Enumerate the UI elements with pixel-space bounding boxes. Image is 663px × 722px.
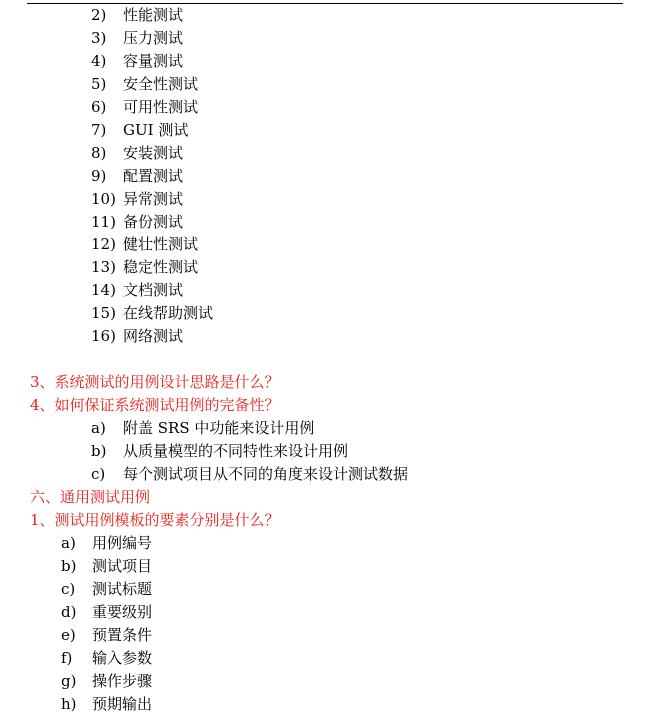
list-item (61, 648, 261, 668)
list-item (61, 694, 261, 714)
list-item (91, 212, 291, 232)
list-item-text: 性能测试 (123, 6, 184, 24)
list-item (91, 120, 291, 140)
list-item (91, 51, 291, 71)
list-item (61, 602, 261, 622)
list-item-text: 安装测试 (123, 144, 184, 162)
list-item-text: 测试项目 (92, 557, 153, 575)
list-item (91, 441, 491, 461)
list-item-number: 2) (91, 6, 107, 24)
list-item (91, 28, 291, 48)
question-heading: 3、系统测试的用例设计思路是什么？ (30, 373, 280, 391)
list-item-number: g) (61, 672, 77, 690)
list-item-text: 网络测试 (123, 327, 184, 345)
list-item (61, 625, 261, 645)
list-item (91, 418, 491, 438)
list-item-number: f) (61, 649, 73, 667)
list-item-text: 预置条件 (92, 626, 153, 644)
list-item (91, 464, 491, 484)
list-item-text: 健壮性测试 (123, 235, 199, 253)
list-item-text: 输入参数 (92, 649, 153, 667)
list-item-number: 12) (91, 235, 116, 253)
question-heading: 4、如何保证系统测试用例的完备性？ (30, 396, 280, 414)
list-item-text: 用例编号 (92, 534, 153, 552)
list-item (91, 143, 291, 163)
list-item-number: 10) (91, 190, 116, 208)
list-item-text: 容量测试 (123, 52, 184, 70)
list-item-text: 从质量模型的不同特性来设计用例 (123, 442, 349, 460)
list-item-number: 3) (91, 29, 107, 47)
list-item-text: 压力测试 (123, 29, 184, 47)
list-item (91, 257, 291, 277)
list-item-text: GUI 测试 (123, 121, 189, 139)
list-item-text: 备份测试 (123, 213, 184, 231)
list-item (61, 579, 261, 599)
list-item-text: 安全性测试 (123, 75, 199, 93)
list-item-number: e) (61, 626, 76, 644)
list-item (91, 74, 291, 94)
list-item (91, 189, 291, 209)
list-item (91, 326, 291, 346)
list-item (91, 166, 291, 186)
list-item-number: a) (61, 534, 76, 552)
list-item (91, 303, 291, 323)
list-item-number: b) (91, 442, 107, 460)
list-item (91, 97, 291, 117)
question-heading: 1、测试用例模板的要素分别是什么？ (30, 511, 280, 529)
list-item-text: 附盖 SRS 中功能来设计用例 (123, 419, 315, 437)
list-item-text: 稳定性测试 (123, 258, 199, 276)
list-item (91, 280, 291, 300)
list-item-text: 在线帮助测试 (123, 304, 214, 322)
list-item-text: 测试标题 (92, 580, 153, 598)
list-item-number: 16) (91, 327, 116, 345)
list-item-text: 可用性测试 (123, 98, 199, 116)
list-item-text: 操作步骤 (92, 672, 153, 690)
list-item-text: 重要级别 (92, 603, 153, 621)
list-item (61, 533, 261, 553)
list-item (91, 234, 291, 254)
list-item-number: h) (61, 695, 77, 713)
list-item (91, 5, 291, 25)
list-item-number: c) (91, 465, 106, 483)
list-item-number: 14) (91, 281, 116, 299)
list-item-text: 每个测试项目从不同的角度来设计测试数据 (123, 465, 409, 483)
list-item-number: 8) (91, 144, 107, 162)
list-item-number: c) (61, 580, 76, 598)
list-item-number: 4) (91, 52, 107, 70)
list-item-number: 15) (91, 304, 116, 322)
list-item (61, 556, 261, 576)
list-item-text: 异常测试 (123, 190, 184, 208)
list-item-number: 6) (91, 98, 107, 116)
top-rule (27, 3, 623, 4)
list-item-text: 文档测试 (123, 281, 184, 299)
list-item-text: 预期输出 (92, 695, 153, 713)
list-item-number: 5) (91, 75, 107, 93)
section-heading: 六、通用测试用例 (30, 488, 151, 506)
list-item-number: b) (61, 557, 77, 575)
list-item-number: d) (61, 603, 77, 621)
list-item-number: 13) (91, 258, 116, 276)
list-item (61, 671, 261, 691)
list-item-number: a) (91, 419, 106, 437)
list-item-text: 配置测试 (123, 167, 184, 185)
list-item-number: 9) (91, 167, 107, 185)
list-item-number: 11) (91, 213, 116, 231)
list-item-number: 7) (91, 121, 107, 139)
